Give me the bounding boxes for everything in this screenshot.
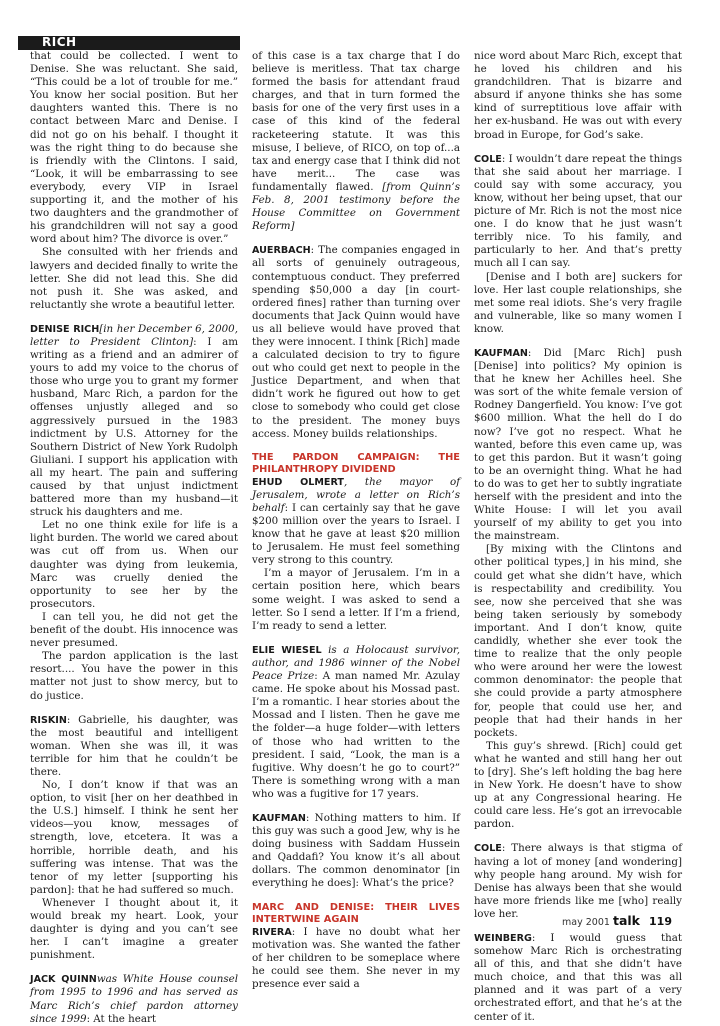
body-text: : I am writing as a friend and an admirer of yours to add my voice to the chorus of those who urge you to grant my former husband, Marc Rich, a pardon for the offenses unjustly alleged and so aggressively pursued in the 1983 indictment by U.S. Attorney for the Southern District of New York Rudolph Giuliani. I support his application with all my heart. The pain and suffering caused by that unjust indictment battered more than my husband—it struck his daughters and me. (30, 335, 238, 519)
body-text: No, I don’t know if that was an option, to visit [her on her deathbed in the U.S.] himself. I think he sent her videos—you know, messages of strength, love, etcetera. It was a horrible, horrible death, and his suffering was intense. That was the tenor of my letter [supporting his pardon]: that he had suffered so much. (30, 779, 238, 896)
paragraph (30, 611, 238, 650)
speaker-name: WEINBERG (474, 933, 532, 944)
body-text: : Gabrielle, his daughter, was the most beautiful and intelligent woman. When she was ill, it was terrible for him that he couldn’t be there. (30, 713, 238, 778)
speaker-name: RISKIN (30, 714, 67, 726)
paragraph (30, 714, 238, 779)
body-text: : I wouldn’t dare repeat the things that she said about her marriage. I could say with some accuracy, you know, without her being upset, that our picture of Mr. Rich is not the most nice one. I do know that he just wasn’t terribly nice. To his family, and particularly to her. And that’s pretty much all I can say. (474, 152, 682, 270)
body-text: I can tell you, he did not get the benefit of the doubt. His innocence was never presumed. (30, 610, 238, 650)
body-text: : I have no doubt what her motivation was. She wanted the father of her children to be someplace where he could see them. She never in my presence ever said a (252, 925, 460, 990)
body-text: nice word about Marc Rich, except that he loved his children and his grandchildren. That is bizarre and absurd if anyone thinks she has some kind of surreptitious love affair with her ex-husband. He was out with every broad in Europe, for God’s sake. (474, 50, 682, 141)
paragraph (30, 779, 238, 897)
speaker-name: EHUD OLMERT (252, 476, 344, 488)
body-text: of this case is a tax charge that I do believe is meritless. That tax charge formed the basis for attendant fraud charges, and that in turn formed the basis for one of the very first uses in a case of this kind of the federal racketeering statute. It was this misuse, I believe, of RICO, on top of...a tax and energy case that I think did not have merit... The case was fundamentally flawed. (252, 50, 460, 193)
paragraph (474, 543, 682, 739)
paragraph (252, 244, 460, 440)
body-text: I’m a mayor of Jerusalem. I’m in a certain position here, which bears some weight. I was asked to send a letter. So I send a letter. If I’m a friend, I’m ready to send a letter. (252, 567, 460, 632)
column-1 (30, 50, 238, 1026)
body-text: [Denise and I both are] suckers for love. Her last couple relationships, she met some real idiots. She’s very fragile and vulnerable, like so many women I know. (474, 270, 682, 335)
page-number: 119 (649, 915, 672, 928)
paragraph (30, 973, 238, 1025)
paragraph (252, 50, 460, 233)
paragraph (252, 644, 460, 801)
body-text: : There always is that stigma of having a lot of money [and wondering] why people hang around. My wish for Denise has always been that she would have more friends like me [who] really love her. (474, 842, 682, 920)
column-2 (252, 50, 460, 991)
body-text: The pardon application is the last resort.... You have the power in this matter not just to show mercy, but to do justice. (30, 650, 238, 702)
speaker-name: JACK QUINN (30, 974, 97, 986)
body-text: : Did [Marc Rich] push [Denise] into politics? My opinion is that he knew her Achilles heel. She was sort of the white female version of Rodney Dangerfield. You know: I’ve got $600 million. What the hell do I do now? I’ve got no respect. What he wanted, before this even came up, was to get this pardon. But it wasn’t going to be an overnight thing. What he had to do was to get her to subtly ingratiate herself with the president and into the White House: I will let you avail yourself of my ability to get you into the mainstream. (474, 346, 682, 543)
paragraph (474, 740, 682, 832)
speaker-name: DENISE RICH (30, 323, 100, 335)
paragraph (474, 932, 682, 1024)
section-header-label: RICH (42, 35, 77, 49)
body-text: : At the heart (86, 1012, 157, 1025)
speaker-note: , the mayor of Jerusalem, wrote a letter on Rich’s behalf (252, 475, 461, 514)
speaker-name: RIVERA (252, 926, 292, 938)
speaker-name: AUERBACH (252, 245, 311, 257)
body-text: that could be collected. I went to Denise. She was reluctant. She said, “This could be a lot of trouble for me.” You know her social position. But her daughters wanted this. There is no contact between Marc and Denise. I did not go on his behalf. I thought it was the right thing to do because she is friendly with the Clintons. I said, “Look, it will be embarrassing to see everybody, every VIP in Israel supporting it, and the mother of his two daughters and the grandmother of his grandchildren will not say a good word about him? The divorce is over.” (30, 50, 238, 246)
magazine-brand: talk (612, 913, 640, 928)
paragraph (252, 476, 460, 568)
body-text: Whenever I thought about it, it would break my heart. Look, your daughter is dying and you can’t see her. I can’t imagine a greater punishment. (30, 896, 238, 962)
paragraph (30, 897, 238, 962)
speaker-note: [in her December 6, 2000, letter to President Clinton] (30, 322, 238, 348)
body-text: : I can certainly say that he gave $200 million over the years to Israel. I know that he gave at least $20 million to Jerusalem. He must feel something very strong to this country. (252, 501, 460, 567)
speaker-name: ELIE WIESEL (252, 644, 322, 656)
speaker-name: COLE (474, 843, 502, 855)
speaker-note: is a Holocaust survivor, author, and 1986 winner of the Nobel Peace Prize (252, 643, 460, 683)
speaker-name: COLE (474, 153, 502, 165)
paragraph (252, 926, 460, 991)
speaker-note: was White House counsel from 1995 to 1996 and has served as Marc Rich’s chief pardon attorney since 1999 (30, 973, 239, 1025)
body-text: : The companies engaged in all sorts of genuinely outrageous, contemptuous conduct. They preferred spending $50,000 a day [in court-ordered fines] rather than turning over documents that Jack Quinn would have us all believe would have proved that they were innocent. I think [Rich] made a calculated decision to try to figure out who could get next to people in the Justice Department, and when that didn’t work he figured out how to get close to somebody who could get close to the president. The money buys access. Money builds relationships. (252, 244, 460, 440)
body-text: : I would guess that somehow Marc Rich is orchestrating all of this, and that she didn’t have much choice, and that this was all planned and it was part of a very orchestrated effort, and that he’s at the center of it. (474, 932, 682, 1023)
section-heading: THE PARDON CAMPAIGN: THE PHILANTHROPY DIVIDEND (252, 451, 460, 475)
paragraph (30, 650, 238, 702)
paragraph (474, 153, 682, 271)
paragraph (474, 347, 682, 543)
body-text: This guy’s shrewd. [Rich] could get what he wanted and still hang her out to [dry]. She’s left holding the bag here in New York. He doesn’t have to show up at any Congressional hearing. He could care less. He’s got an irrevocable pardon. (474, 739, 682, 831)
paragraph (30, 519, 238, 611)
section-heading: MARC AND DENISE: THEIR LIVES INTERTWINE AGAIN (252, 901, 460, 925)
speaker-name: KAUFMAN (252, 812, 306, 824)
issue-date: may 2001 (562, 917, 610, 928)
paragraph (474, 50, 682, 142)
body-text: [By mixing with the Clintons and other political types,] in his mind, she could get what she didn’t have, which is respectability and credibility. You see, now she perceived that she was being taken seriously by somebody important. And I don’t know, quite candidly, whether she ever took the time to realize that the only people who were around her were the lowest common denominator: the people that she could provide a party atmosphere for, people that could use her, and people that had their hands in her pockets. (474, 543, 682, 739)
paragraph (30, 246, 238, 311)
paragraph (252, 567, 460, 632)
source-note: [from Quinn’s Feb. 8, 2001 testimony before the House Committee on Government Reform] (252, 180, 460, 233)
column-3 (474, 50, 682, 1024)
body-text: : Nothing matters to him. If this guy was such a good Jew, why is he doing business with Saddam Hussein and Qaddafi? You know it’s all about dollars. The common denominator [in everything he does]: What’s the price? (252, 811, 460, 890)
paragraph (474, 842, 682, 921)
page-footer (562, 913, 672, 928)
body-text: She consulted with her friends and lawyers and decided finally to write the letter. She did not lead this. She did not push it. She was asked, and reluctantly she wrote a beautiful letter. (30, 246, 238, 311)
paragraph (474, 271, 682, 336)
paragraph (252, 812, 460, 891)
speaker-name: KAUFMAN (474, 347, 528, 359)
paragraph (30, 323, 238, 519)
paragraph (30, 50, 238, 246)
body-text: : A man named Mr. Azulay came. He spoke about his Mossad past. I’m a romantic. I hear stories about the Mossad and I listen. Then he gave me the folder—a huge folder—with letters of those who had written to the president. I said, “Look, the man is a fugitive. Why doesn’t he go to court?” There is something wrong with a man who was a fugitive for 17 years. (252, 670, 460, 800)
body-text: Let no one think exile for life is a light burden. The world we cared about was cut off from us. When our daughter was dying from leukemia, Marc was cruelly denied the opportunity to see her by the prosecutors. (30, 519, 238, 610)
